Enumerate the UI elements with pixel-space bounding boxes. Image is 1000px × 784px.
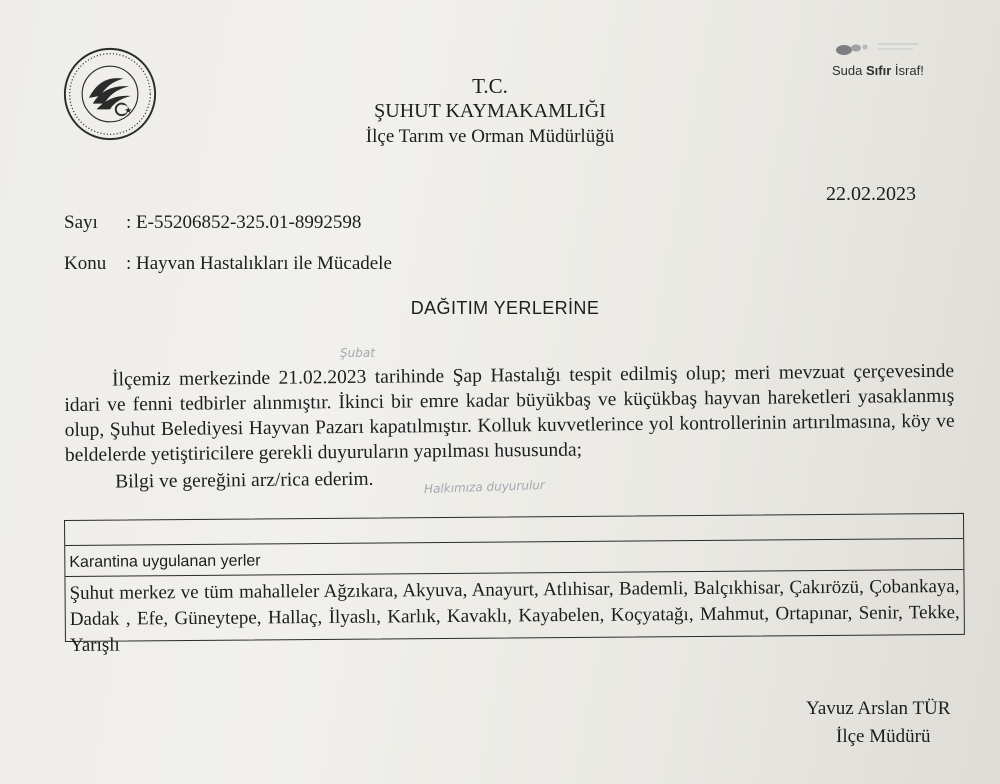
signatory-name: Yavuz Arslan TÜR [806, 698, 951, 719]
letter-body [64, 359, 955, 495]
konu-row [64, 253, 392, 275]
ministry-seal-logo [62, 46, 158, 142]
document-date: 22.02.2023 [826, 183, 916, 205]
closing-line: Bilgi ve gereğini arz/rica ederim. [115, 468, 374, 493]
header-tc: T.C. [472, 74, 508, 98]
quarantine-table [64, 513, 965, 656]
quarantine-header: Karantina uygulanan yerler [65, 539, 963, 577]
quarantine-places: Şuhut merkez ve tüm mahalleler Ağzıkara, Akyuva, Anayurt, Atlıhisar, Bademli, Balçıkhisar, Çakırözü, Çobankaya, Dadak , Efe, Güneytepe, Hallaç, İlyaslı, Karlık, Kavaklı, Kayabelen, Koçyatağı, Mahmut, Ortapınar, Senir, Tekke, Yarışlı [69, 575, 960, 656]
distribution-title: DAĞITIM YERLERİNE [410, 298, 600, 318]
handwritten-note-public: Halkımıza duyurulur [423, 477, 546, 497]
sayi-label: Sayı [64, 212, 98, 233]
handwritten-note-month: Şubat [340, 346, 375, 360]
signature-block [806, 695, 950, 751]
body-paragraph: İlçemiz merkezinde 21.02.2023 tarihinde Şap Hastalığı tespit edilmiş olup; meri mevzuat çerçevesinde idari ve fenni tedbirler alınmıştır. İkinci bir emre kadar büyükbaş ve küçükbaş hayvan hareketleri yasaklanmış olup, Şuhut Belediyesi Hayvan Pazarı kapatılmıştır. Kolluk kuvvetlerince yol kontrollerinin artırılmasına, köy ve beldelerde yetiştiricilere gerekli duyuruların yapılması hususunda; [64, 360, 955, 466]
slogan-suffix: İsraf! [894, 63, 924, 78]
slogan [832, 63, 924, 78]
slogan-emphasis: Sıfır [866, 63, 892, 78]
konu-label: Konu [64, 253, 107, 274]
sayi-value: : E-55206852-325.01-8992598 [126, 212, 362, 233]
header-directorate: İlçe Tarım ve Orman Müdürlüğü [365, 126, 615, 147]
water-drop-icon [818, 36, 948, 86]
letterhead [330, 74, 650, 149]
header-governorship: ŞUHUT KAYMAKAMLIĞI [374, 100, 606, 122]
slogan-prefix: Suda [832, 63, 863, 78]
konu-value: : Hayvan Hastalıkları ile Mücadele [126, 253, 392, 274]
signatory-title: İlçe Müdürü [836, 726, 931, 747]
sayi-row [64, 212, 361, 234]
